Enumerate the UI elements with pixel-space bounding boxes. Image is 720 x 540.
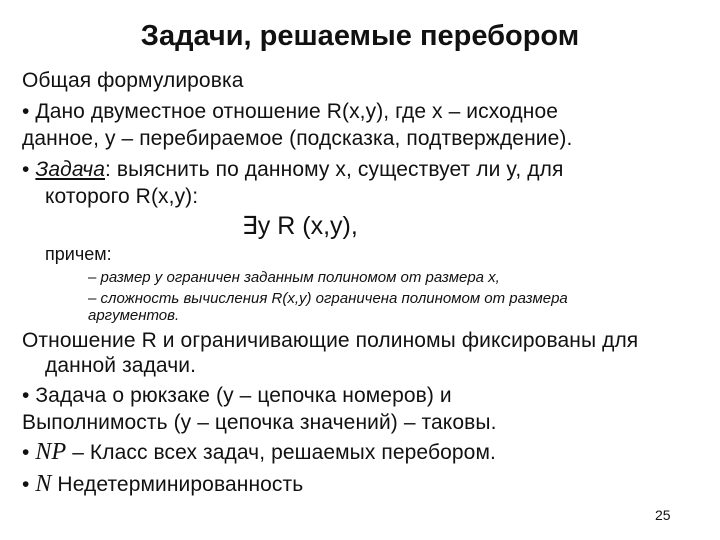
np-symbol: NP bbox=[35, 439, 67, 465]
condition-complexity-line2: аргументов. bbox=[88, 307, 180, 324]
slide-title: Задачи, решаемые перебором bbox=[140, 20, 580, 52]
item2-line1 bbox=[22, 159, 563, 180]
item2-line2: которого R(x,y): bbox=[45, 185, 199, 208]
item2-bullet: • bbox=[22, 158, 36, 181]
condition-size: – размер y ограничен заданным полиномом от размера x, bbox=[88, 269, 500, 286]
item2-rest: : выяснить по данному x, существует ли y, для bbox=[105, 158, 564, 181]
example-line1: • Задача о рюкзаке (y – цепочка номеров) и bbox=[22, 384, 452, 407]
item1-line1: • Дано двуместное отношение R(x,y), где x – исходное bbox=[22, 100, 559, 123]
fixed-line2: данной задачи. bbox=[45, 354, 197, 377]
n-line bbox=[22, 472, 303, 496]
n-bullet: • bbox=[22, 473, 36, 496]
page-number: 25 bbox=[655, 507, 671, 523]
np-bullet: • bbox=[22, 441, 36, 464]
task-label: Задача bbox=[35, 158, 105, 181]
np-text: – Класс всех задач, решаемых перебором. bbox=[66, 441, 496, 464]
moreover-label: причем: bbox=[45, 244, 112, 264]
item1-line2: данное, y – перебираемое (подсказка, подтверждение). bbox=[22, 127, 573, 150]
fixed-line1: Отношение R и ограничивающие полиномы фиксированы для bbox=[22, 329, 639, 352]
n-symbol: N bbox=[35, 471, 52, 497]
np-line bbox=[22, 440, 496, 464]
n-text: Недетерминированность bbox=[51, 473, 304, 496]
condition-complexity-line1: – сложность вычисления R(x,y) ограничена полиномом от размера bbox=[88, 290, 568, 307]
intro-line: Общая формулировка bbox=[22, 69, 244, 92]
exists-formula: ∃y R (x,y), bbox=[242, 212, 358, 240]
example-line2: Выполнимость (y – цепочка значений) – таковы. bbox=[22, 411, 497, 434]
